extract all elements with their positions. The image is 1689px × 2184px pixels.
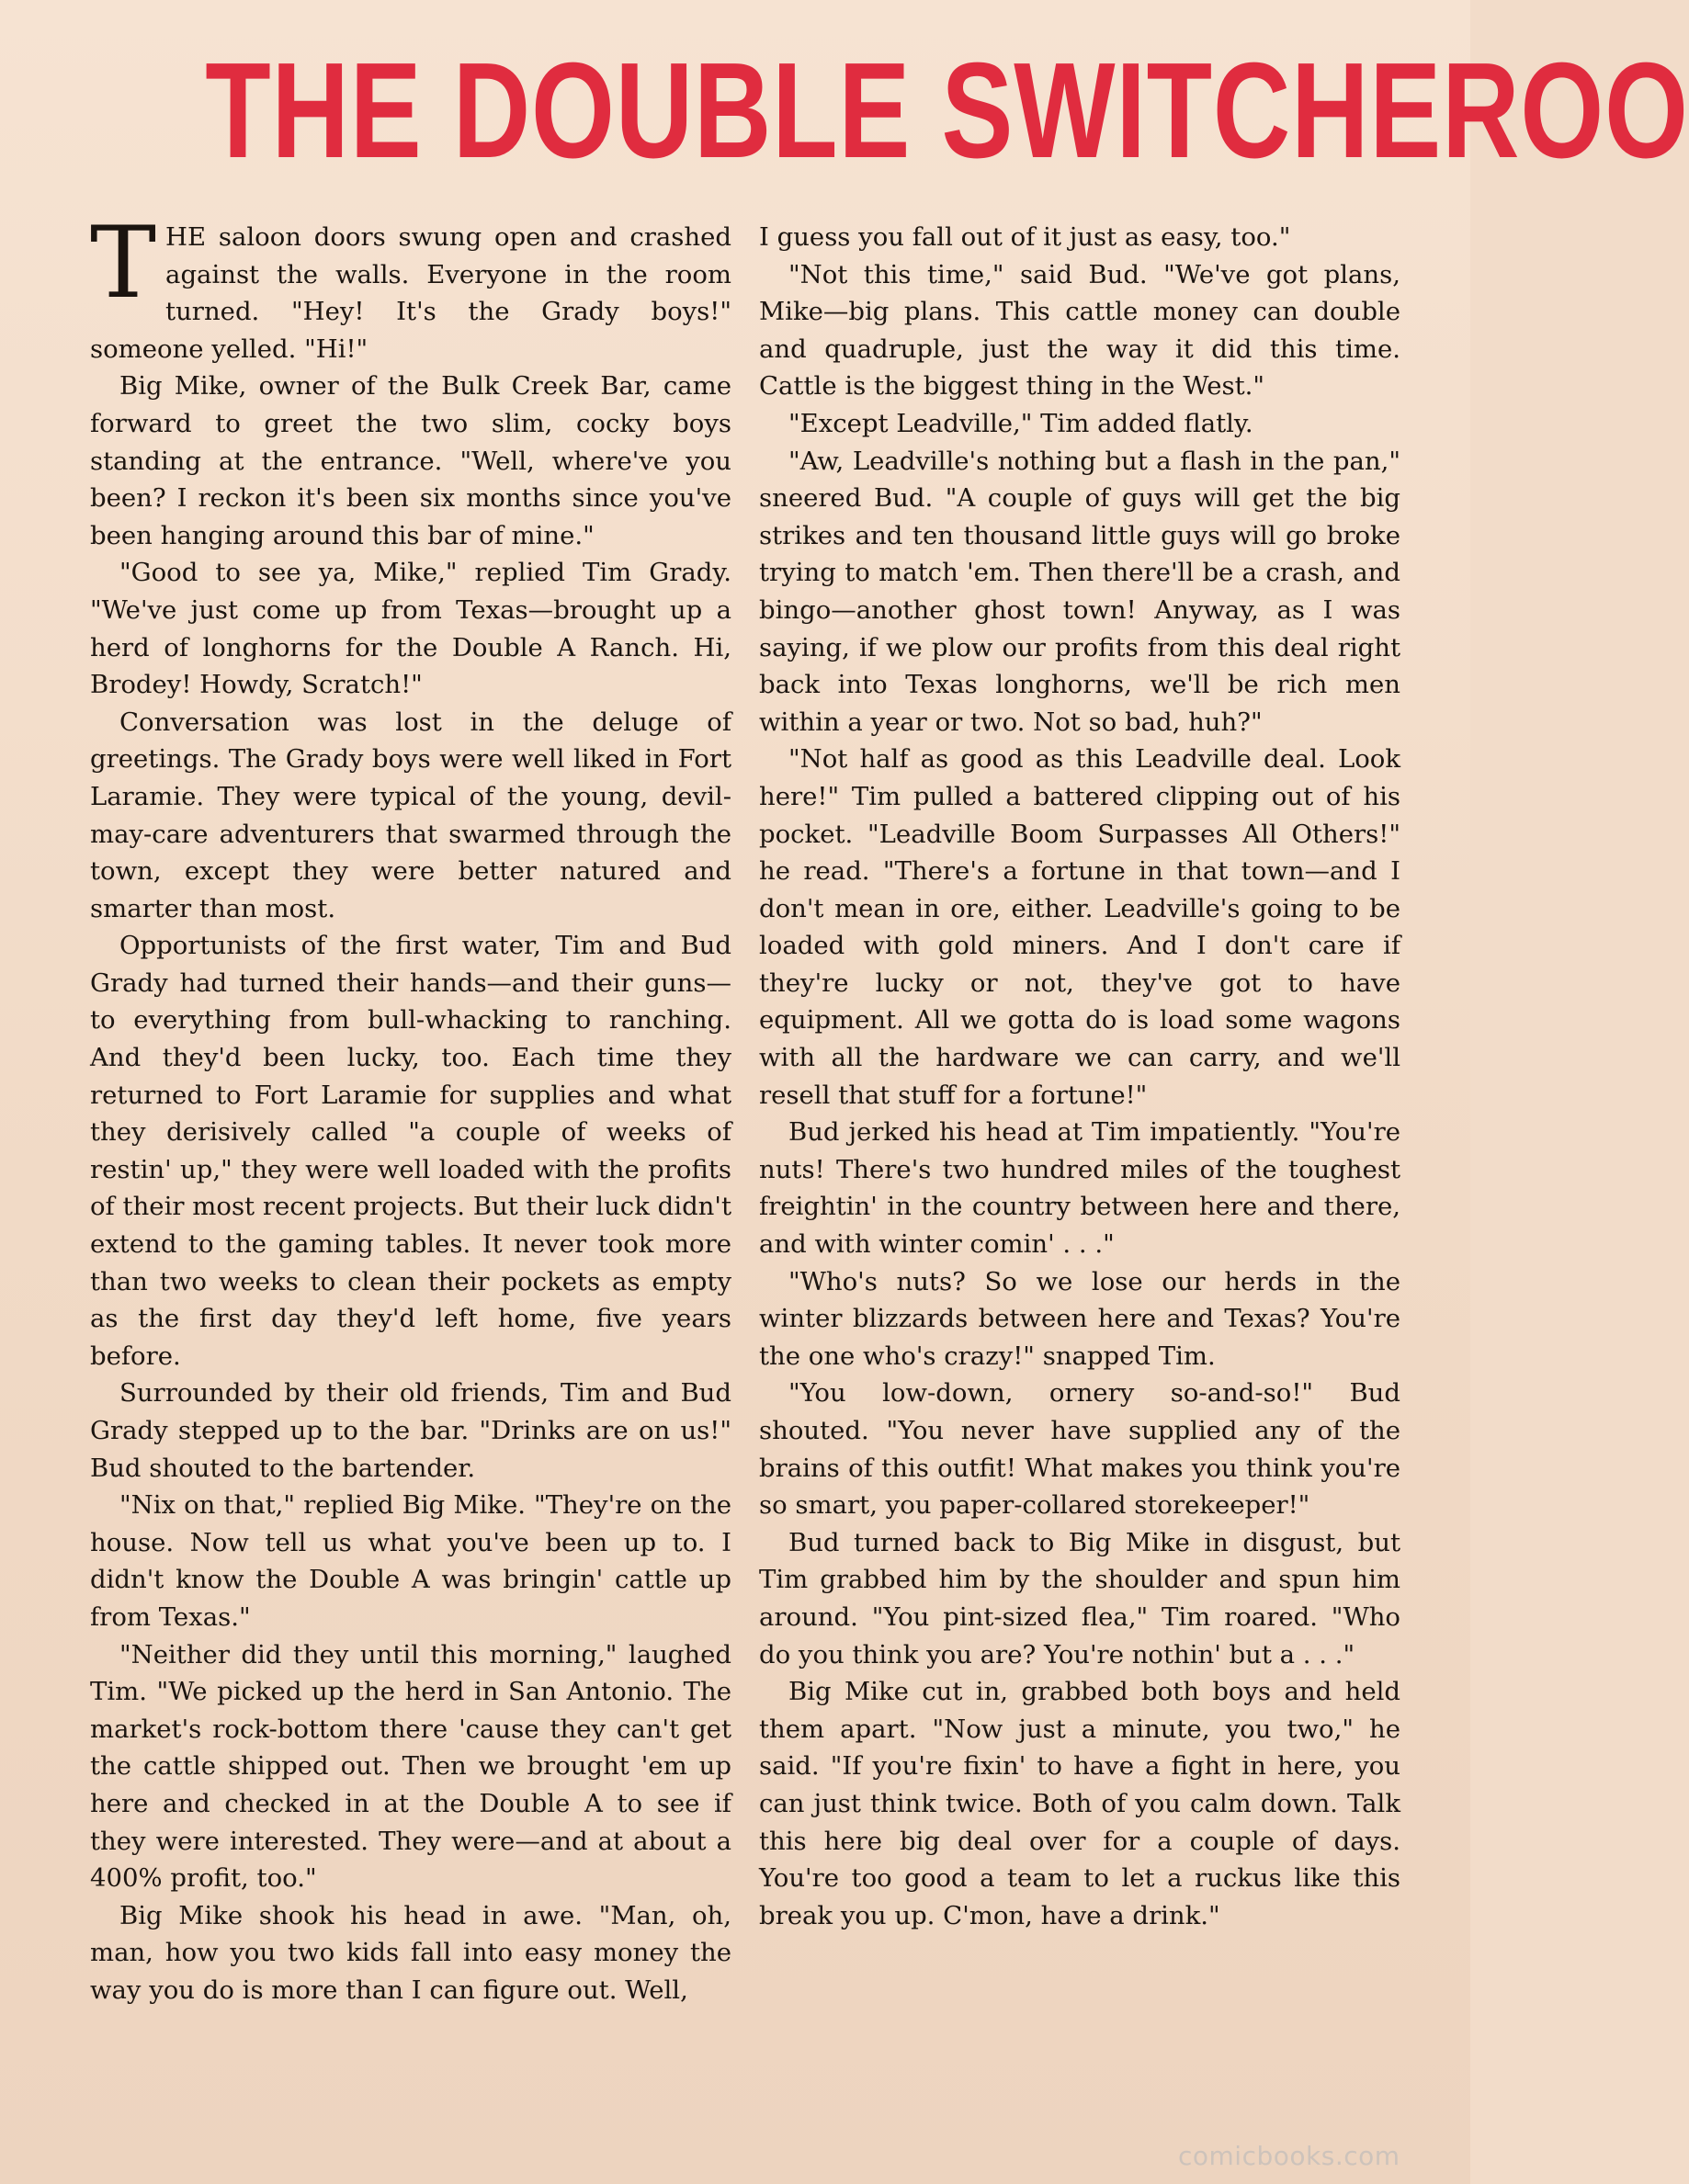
paragraph: Conversation was lost in the deluge of greetings. The Grady boys were well liked in Fort Laramie. They were typical of the young, devil-may-care adventurers that swarmed through the town, except they were better natured and smarter than most. — [90, 707, 731, 923]
paragraph: "Who's nuts? So we lose our herds in the winter blizzards between here and Texas? You're the one who's crazy!" snapped Tim. — [759, 1266, 1400, 1371]
right-column — [759, 219, 1400, 1934]
paragraph — [90, 206, 731, 368]
story-title: THE DOUBLE SWITCHEROO — [205, 35, 1689, 187]
paragraph: I guess you fall out of it just as easy, too." — [759, 222, 1291, 252]
paragraph: "Except Leadville," Tim added flatly. — [788, 408, 1253, 438]
paragraph: "Not this time," said Bud. "We've got plans, Mike—big plans. This cattle money can double and quadruple, just the way it did this time. Cattle is the biggest thing in the West." — [759, 259, 1400, 402]
drop-cap: T — [90, 206, 157, 321]
paragraph: "You low-down, ornery so-and-so!" Bud shouted. "You never have supplied any of the brains of this outfit! What makes you think you're so smart, you paper-collared storekeeper!" — [759, 1378, 1400, 1521]
paragraph: Bud jerked his head at Tim impatiently. "You're nuts! There's two hundred miles of the toughest freightin' in the country between here and there, and with winter comin' . . ." — [759, 1117, 1400, 1260]
paragraph: Big Mike, owner of the Bulk Creek Bar, came forward to greet the two slim, cocky boys standing at the entrance. "Well, where've you been? I reckon it's been six months since you've been hanging around this bar of mine." — [90, 371, 731, 550]
paragraph: "Nix on that," replied Big Mike. "They're on the house. Now tell us what you've been up to. I didn't know the Double A was bringin' cattle up from Texas." — [90, 1490, 731, 1632]
left-column — [90, 206, 731, 2009]
paragraph: Big Mike shook his head in awe. "Man, oh, man, how you two kids fall into easy money the way you do is more than I can figure out. Well, — [90, 1900, 731, 2005]
paragraph: "Neither did they until this morning," laughed Tim. "We picked up the herd in San Antonio. The market's rock-bottom there 'cause they can't get the cattle shipped out. Then we brought 'em up here and checked in at the Double A to see if they were interested. They were—and at about a 400% profit, too." — [90, 1639, 731, 1894]
paragraph: Bud turned back to Big Mike in disgust, but Tim grabbed him by the shoulder and spun him around. "You pint-sized flea," Tim roared. "Who do you think you are? You're nothin' but a . . ." — [759, 1527, 1400, 1669]
paragraph-text: HE saloon doors swung open and crashed against the walls. Everyone in the room turned. "Hey! It's the Grady boys!" someone yelled. "Hi!" — [90, 222, 731, 364]
paragraph: "Aw, Leadville's nothing but a flash in the pan," sneered Bud. "A couple of guys will get the big strikes and ten thousand little guys will go broke trying to match 'em. Then there'll be a crash, and bingo—another ghost town! Anyway, as I was saying, if we plow our profits from this deal right back into Texas longhorns, we'll be rich men within a year or two. Not so bad, huh?" — [759, 446, 1400, 737]
paragraph: "Not half as good as this Leadville deal. Look here!" Tim pulled a battered clipping out of his pocket. "Leadville Boom Surpasses All Others!" he read. "There's a fortune in that town—and I don't mean in ore, either. Leadville's going to be loaded with gold miners. And I don't care if they're lucky or not, they've got to have equipment. All we gotta do is load some wagons with all the hardware we can carry, and we'll resell that stuff for a fortune!" — [759, 744, 1400, 1110]
watermark: comicbooks.com — [1178, 2141, 1400, 2171]
paragraph: Surrounded by their old friends, Tim and Bud Grady stepped up to the bar. "Drinks are on us!" Bud shouted to the bartender. — [90, 1378, 731, 1483]
paragraph: Opportunists of the first water, Tim and Bud Grady had turned their hands—and their guns—to everything from bull-whacking to ranching. And they'd been lucky, too. Each time they returned to Fort Laramie for supplies and what they derisively called "a couple of weeks of restin' up," they were well loaded with the profits of their most recent projects. But their luck didn't extend to the gaming tables. It never took more than two weeks to clean their pockets as empty as the first day they'd left home, five years before. — [90, 931, 731, 1371]
paragraph: Big Mike cut in, grabbed both boys and held them apart. "Now just a minute, you two," he said. "If you're fixin' to have a fight in here, you can just think twice. Both of you calm down. Talk this here big deal over for a couple of days. You're too good a team to let a ruckus like this break you up. C'mon, have a drink." — [759, 1677, 1400, 1930]
paragraph: "Good to see ya, Mike," replied Tim Grady. "We've just come up from Texas—brought up a herd of longhorns for the Double A Ranch. Hi, Brodey! Howdy, Scratch!" — [90, 558, 731, 700]
